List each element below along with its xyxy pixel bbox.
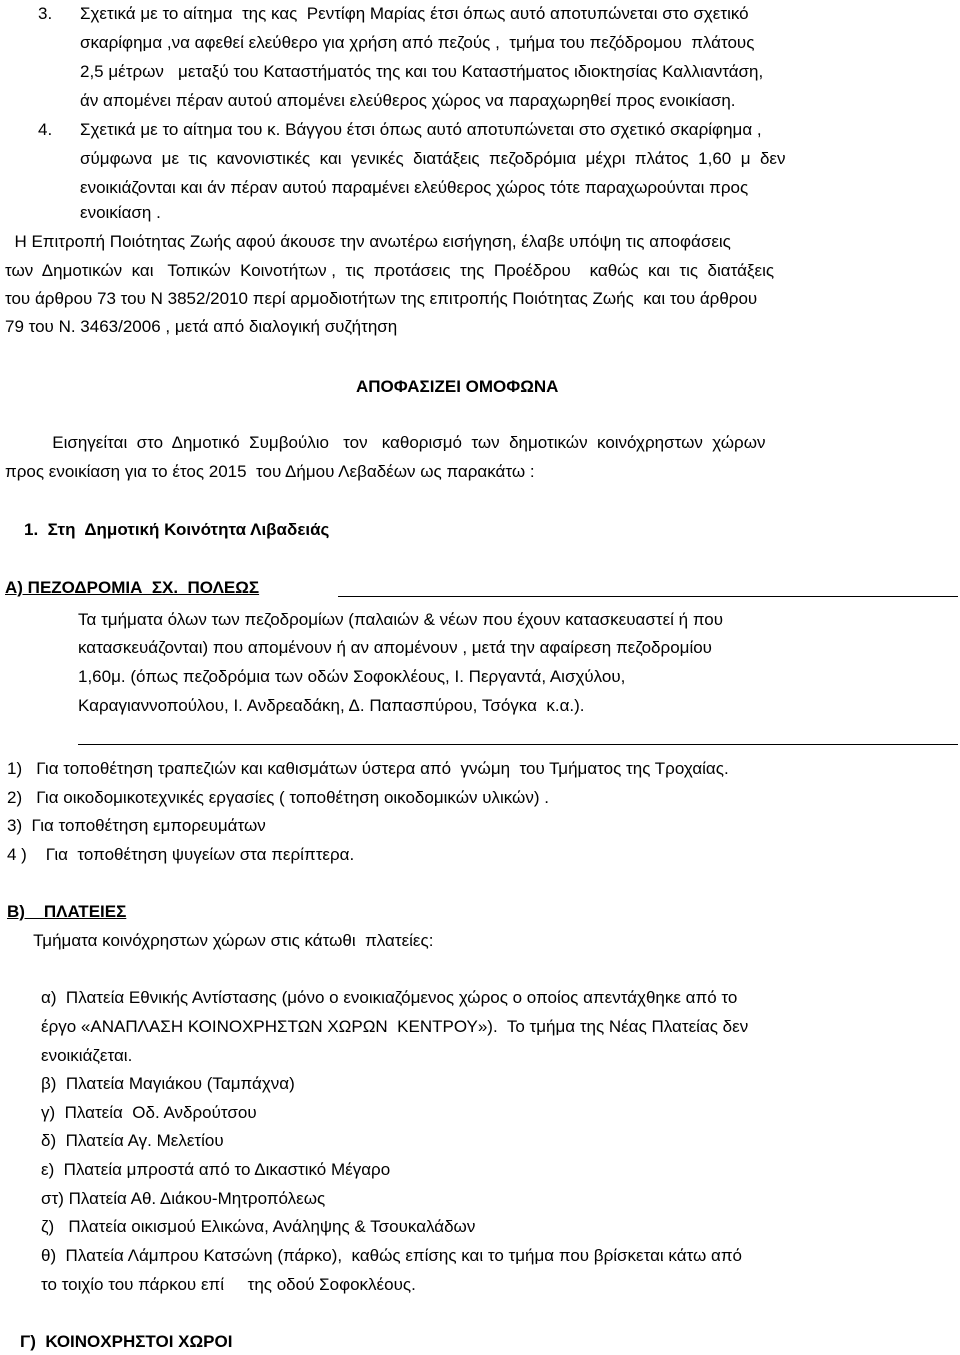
numbered-item: 3) Για τοποθέτηση εμπορευμάτων: [7, 816, 266, 835]
square-item: ζ) Πλατεία οικισμού Ελικώνα, Ανάληψης & Τσουκαλάδων: [41, 1217, 476, 1236]
item-3-line: Σχετικά με το αίτημα της κας Ρεντίφη Μαρίας έτσι όπως αυτό αποτυπώνεται στο σχετικό: [80, 4, 749, 23]
section-a-line: κατασκευάζονται) που απομένουν ή αν απομένουν , μετά την αφαίρεση πεζοδρομίου: [78, 638, 712, 657]
numbered-item: 1) Για τοποθέτηση τραπεζιών και καθισμάτων ύστερα από γνώμη του Τμήματος της Τροχαίας.: [7, 759, 729, 778]
item-4-line: ενοικιάζονται και άν πέραν αυτού παραμένει ελεύθερος χώρος τότε παραχωρούνται προς: [80, 178, 749, 197]
square-item: δ) Πλατεία Αγ. Μελετίου: [41, 1131, 224, 1150]
square-item: α) Πλατεία Εθνικής Αντίστασης (μόνο ο ενοικιαζόμενος χώρος ο οποίος απεντάχθηκε από το: [41, 988, 738, 1007]
square-item: θ) Πλατεία Λάμπρου Κατσώνη (πάρκο), καθώς επίσης και το τμήμα που βρίσκεται κάτω από: [41, 1246, 743, 1265]
item-3-number: 3.: [38, 4, 53, 23]
item-3-line: άν απομένει πέραν αυτού απομένει ελεύθερος χώρος να παραχωρηθεί προς ενοικίαση.: [80, 91, 736, 110]
section-a-line: Καραγιαννοπούλου, Ι. Ανδρεαδάκη, Δ. Παπασπύρου, Τσόγκα κ.α.).: [78, 696, 585, 715]
divider-rule: [78, 744, 958, 745]
committee-line: 79 του Ν. 3463/2006 , μετά από διαλογική συζήτηση: [5, 317, 398, 336]
section-a-line: Τα τμήματα όλων των πεζοδρομίων (παλαιών & νέων που έχουν κατασκευαστεί ή που: [78, 610, 724, 629]
square-item: στ) Πλατεία Αθ. Διάκου-Μητροπόλεως: [41, 1189, 326, 1208]
section-a-heading: Α) ΠΕΖΟΔΡΟΜΙΑ ΣΧ. ΠΟΛΕΩΣ: [5, 578, 260, 597]
square-item: έργο «ΑΝΑΠΛΑΣΗ ΚΟΙΝΟΧΡΗΣΤΩΝ ΧΩΡΩΝ ΚΕΝΤΡΟΥ»). Το τμήμα της Νέας Πλατείας δεν: [41, 1017, 749, 1036]
section-a-line: 1,60μ. (όπως πεζοδρόμια των οδών Σοφοκλέους, Ι. Περγαντά, Αισχύλου,: [78, 667, 626, 686]
committee-line: του άρθρου 73 του Ν 3852/2010 περί αρμοδιοτήτων της επιτροπής Ποιότητας Ζωής και του άρθρου: [5, 289, 758, 308]
item-4-line: ενοικίαση .: [80, 203, 161, 222]
item-4-number: 4.: [38, 120, 53, 139]
proposal-line: Εισηγείται στο Δημοτικό Συμβούλιο τον καθορισμό των δημοτικών κοινόχρηστων χώρων: [5, 433, 766, 452]
committee-line: Η Επιτροπή Ποιότητας Ζωής αφού άκουσε την ανωτέρω εισήγηση, έλαβε υπόψη τις αποφάσεις: [5, 232, 731, 251]
item-4-line: σύμφωνα με τις κανονιστικές και γενικές διατάξεις πεζοδρόμια μέχρι πλάτος 1,60 μ δεν: [80, 149, 786, 168]
section-b-intro: Τμήματα κοινόχρηστων χώρων στις κάτωθι πλατείες:: [24, 931, 434, 950]
decision-heading: ΑΠΟΦΑΣΙΖΕΙ ΟΜΟΦΩΝΑ: [356, 377, 559, 396]
square-item: ενοικιάζεται.: [41, 1046, 133, 1065]
proposal-line: προς ενοικίαση για το έτος 2015 του Δήμου Λεβαδέων ως παρακάτω :: [5, 462, 535, 481]
heading-rule: [338, 596, 958, 597]
item-3-line: σκαρίφημα ,να αφεθεί ελεύθερο για χρήση από πεζούς , τμήμα του πεζόδρομου πλάτους: [80, 33, 755, 52]
numbered-item: 2) Για οικοδομικοτεχνικές εργασίες ( τοποθέτηση οικοδομικών υλικών) .: [7, 788, 549, 807]
committee-line: των Δημοτικών και Τοπικών Κοινοτήτων , τις προτάσεις της Προέδρου καθώς και τις διατάξεις: [5, 261, 775, 280]
square-item: το τοιχίο του πάρκου επί της οδού Σοφοκλέους.: [41, 1275, 416, 1294]
square-item: ε) Πλατεία μπροστά από το Δικαστικό Μέγαρο: [41, 1160, 391, 1179]
section-b-heading: Β) ΠΛΑΤΕΙΕΣ: [7, 902, 127, 921]
square-item: γ) Πλατεία Οδ. Ανδρούτσου: [41, 1103, 257, 1122]
item-4-line: Σχετικά με το αίτημα του κ. Βάγγου έτσι όπως αυτό αποτυπώνεται στο σχετικό σκαρίφημα ,: [80, 120, 762, 139]
item-3-line: 2,5 μέτρων μεταξύ του Καταστήματός της και του Καταστήματος ιδιοκτησίας Καλλιαντάση,: [80, 62, 764, 81]
square-item: β) Πλατεία Μαγιάκου (Ταμπάχνα): [41, 1074, 295, 1093]
section-c-heading: Γ) ΚΟΙΝΟΧΡΗΣΤΟΙ ΧΩΡΟΙ: [20, 1332, 233, 1351]
numbered-item: 4 ) Για τοποθέτηση ψυγείων στα περίπτερα.: [7, 845, 355, 864]
section-1-heading: 1. Στη Δημοτική Κοινότητα Λιβαδειάς: [24, 520, 330, 539]
